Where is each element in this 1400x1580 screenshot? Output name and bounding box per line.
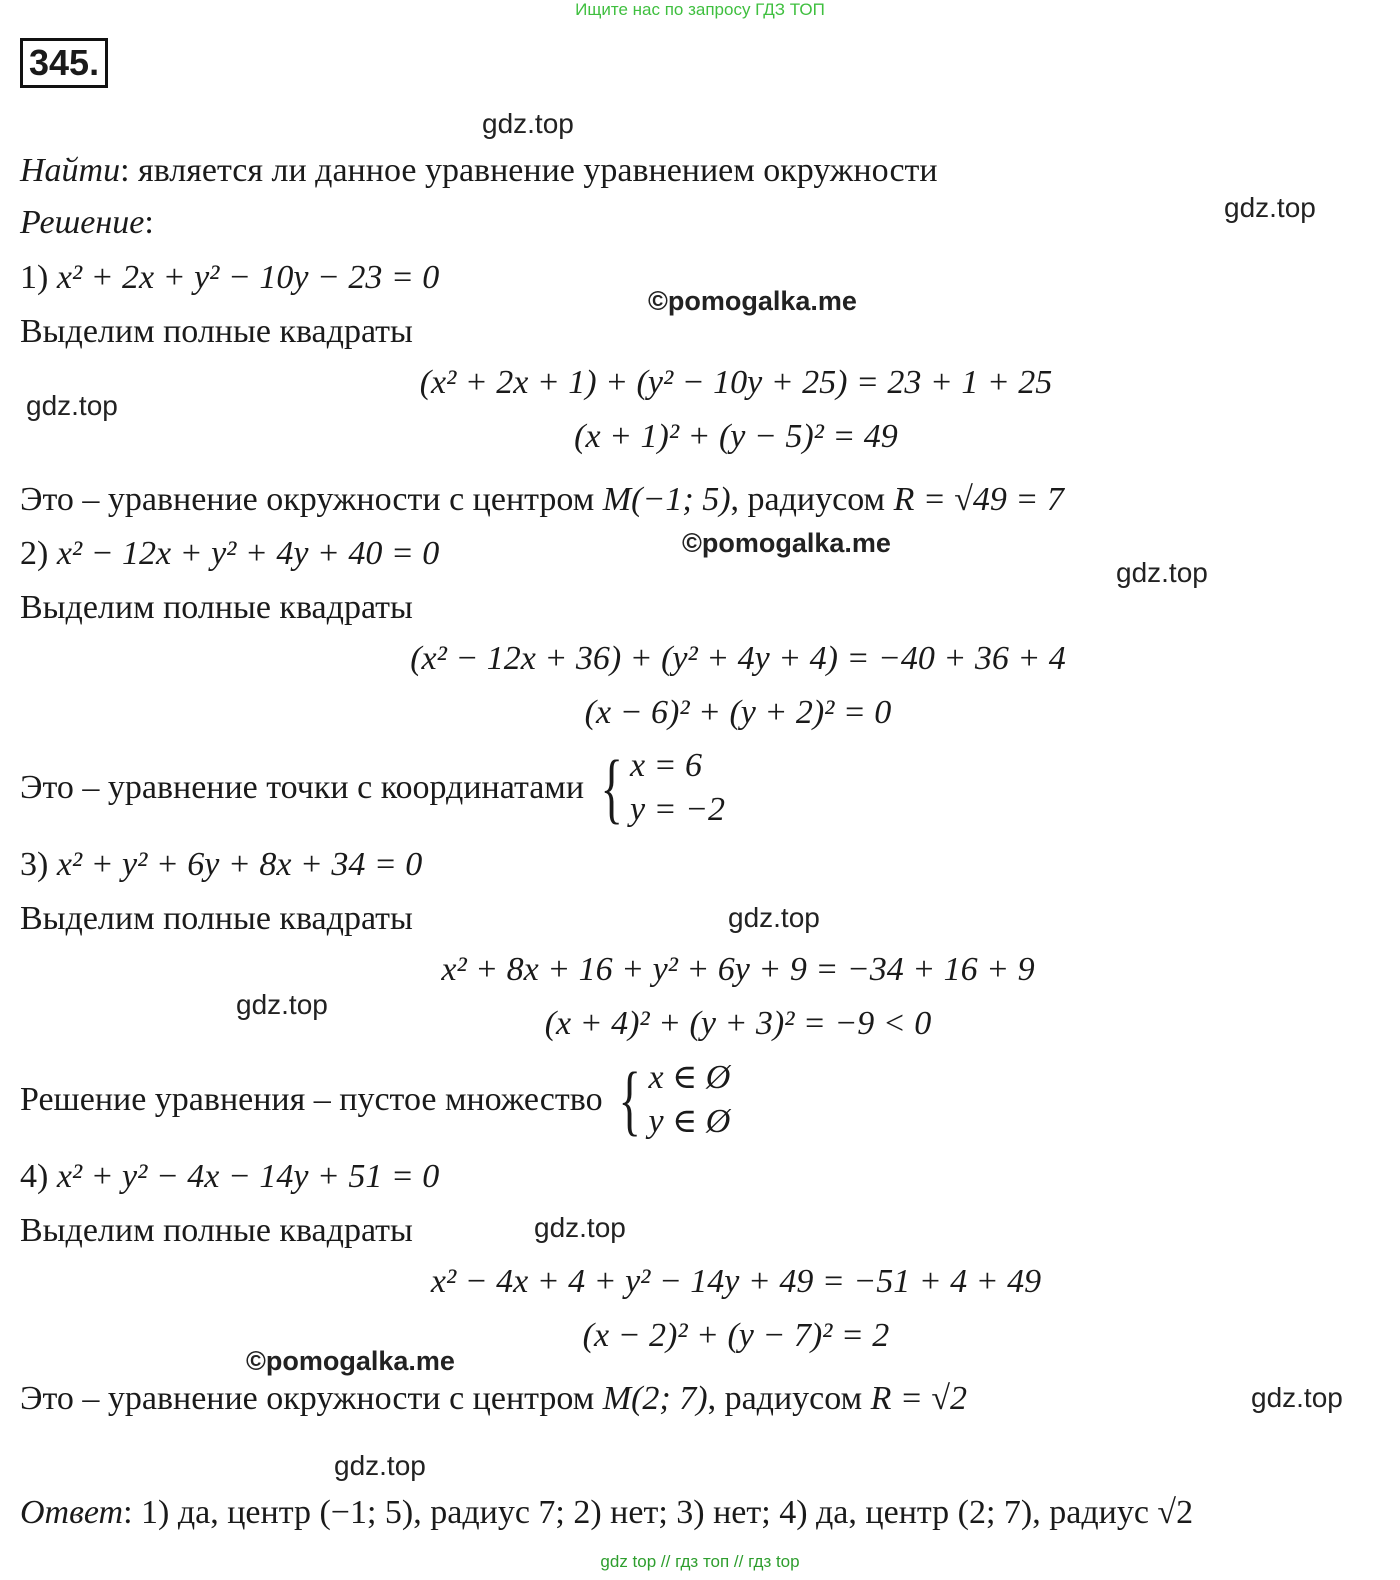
top-banner[interactable]: Ищите нас по запросу ГДЗ ТОП <box>575 0 825 19</box>
solution-label: Решение <box>20 204 145 241</box>
conclusion-center: M(2; 7) <box>602 1380 708 1417</box>
part-conclusion <box>20 479 1064 521</box>
system-line-1: x ∈ Ø <box>648 1059 731 1096</box>
watermark-gdz: gdz.top <box>236 989 328 1020</box>
part-conclusion <box>20 1378 967 1420</box>
footer-links[interactable]: gdz top // гдз топ // гдз top <box>600 1552 800 1571</box>
watermark-gdz: gdz.top <box>482 108 574 139</box>
part-eq1: (x² + 2x + 1) + (y² − 10y + 25) = 23 + 1 + 25 <box>419 364 1053 401</box>
conclusion-text: Решение уравнения – пустое множество <box>20 1081 603 1118</box>
conclusion-text: Это – уравнение точки с координатами <box>20 769 585 806</box>
watermark-gdz: gdz.top <box>1116 557 1208 588</box>
part-eq1: x² + 8x + 16 + y² + 6y + 9 = −34 + 16 + 9 <box>441 951 1035 988</box>
part-3-header <box>20 844 422 886</box>
conclusion-text: Это – уравнение окружности с центром <box>20 481 603 518</box>
find-label: Найти <box>20 152 121 189</box>
conclusion-center: M(−1; 5) <box>602 481 731 518</box>
part-4-header <box>20 1156 439 1198</box>
answer-text: : 1) да, центр (−1; 5), радиус 7; 2) нет; 3) нет; 4) да, центр (2; 7), радиус √2 <box>123 1494 1194 1531</box>
system-line-1: x = 6 <box>629 747 703 784</box>
part-step: Выделим полные квадраты <box>20 1212 413 1249</box>
part-equation: x² + 2x + y² − 10y − 23 = 0 <box>56 259 440 296</box>
system-line-2: y ∈ Ø <box>648 1103 731 1140</box>
watermark-pomogalka: ©pomogalka.me <box>648 286 857 316</box>
part-step: Выделим полные квадраты <box>20 900 413 937</box>
answer-line <box>20 1492 1193 1534</box>
part-equation: x² + y² − 4x − 14y + 51 = 0 <box>56 1158 440 1195</box>
part-eq2: (x + 4)² + (y + 3)² = −9 < 0 <box>544 1005 932 1042</box>
part-number: 2) <box>20 535 49 572</box>
problem-number: 345. <box>20 38 108 88</box>
part-equation: x² − 12x + y² + 4y + 40 = 0 <box>56 535 440 572</box>
watermark-pomogalka: ©pomogalka.me <box>246 1346 455 1376</box>
part-equation: x² + y² + 6y + 8x + 34 = 0 <box>56 846 423 883</box>
part-eq1: (x² − 12x + 36) + (y² + 4y + 4) = −40 + 36 + 4 <box>410 640 1066 677</box>
find-line <box>20 150 938 192</box>
part-eq2: (x + 1)² + (y − 5)² = 49 <box>574 418 898 455</box>
part-conclusion <box>20 1056 730 1144</box>
conclusion-text: Это – уравнение окружности с центром <box>20 1380 603 1417</box>
system <box>630 744 725 832</box>
conclusion-text-2: , радиусом <box>707 1380 871 1417</box>
watermark-gdz: gdz.top <box>534 1212 626 1243</box>
part-2-header <box>20 533 439 575</box>
part-step: Выделим полные квадраты <box>20 589 413 626</box>
find-text: : является ли данное уравнение уравнением окружности <box>120 152 938 189</box>
conclusion-text-2: , радиусом <box>730 481 894 518</box>
part-number: 1) <box>20 259 49 296</box>
left-brace-icon: { <box>600 744 623 831</box>
watermark-gdz: gdz.top <box>26 390 118 421</box>
solution-line <box>20 202 154 244</box>
part-eq2: (x − 2)² + (y − 7)² = 2 <box>582 1317 890 1354</box>
watermark-gdz: gdz.top <box>1224 192 1316 223</box>
watermark-gdz: gdz.top <box>1251 1382 1343 1413</box>
system-line-2: y = −2 <box>629 791 725 828</box>
watermark-gdz: gdz.top <box>334 1450 426 1481</box>
conclusion-radius: R = √49 = 7 <box>893 481 1064 518</box>
part-conclusion <box>20 744 725 832</box>
answer-label: Ответ <box>20 1494 124 1531</box>
watermark-pomogalka: ©pomogalka.me <box>682 528 891 558</box>
part-1-header <box>20 257 439 299</box>
part-step: Выделим полные квадраты <box>20 313 413 350</box>
part-number: 3) <box>20 846 49 883</box>
part-eq1: x² − 4x + 4 + y² − 14y + 49 = −51 + 4 + 49 <box>430 1263 1042 1300</box>
system <box>649 1056 731 1144</box>
part-number: 4) <box>20 1158 49 1195</box>
part-eq2: (x − 6)² + (y + 2)² = 0 <box>584 694 892 731</box>
conclusion-radius: R = √2 <box>870 1380 967 1417</box>
solution-colon: : <box>144 204 154 241</box>
watermark-gdz: gdz.top <box>728 902 820 933</box>
left-brace-icon: { <box>618 1056 642 1143</box>
